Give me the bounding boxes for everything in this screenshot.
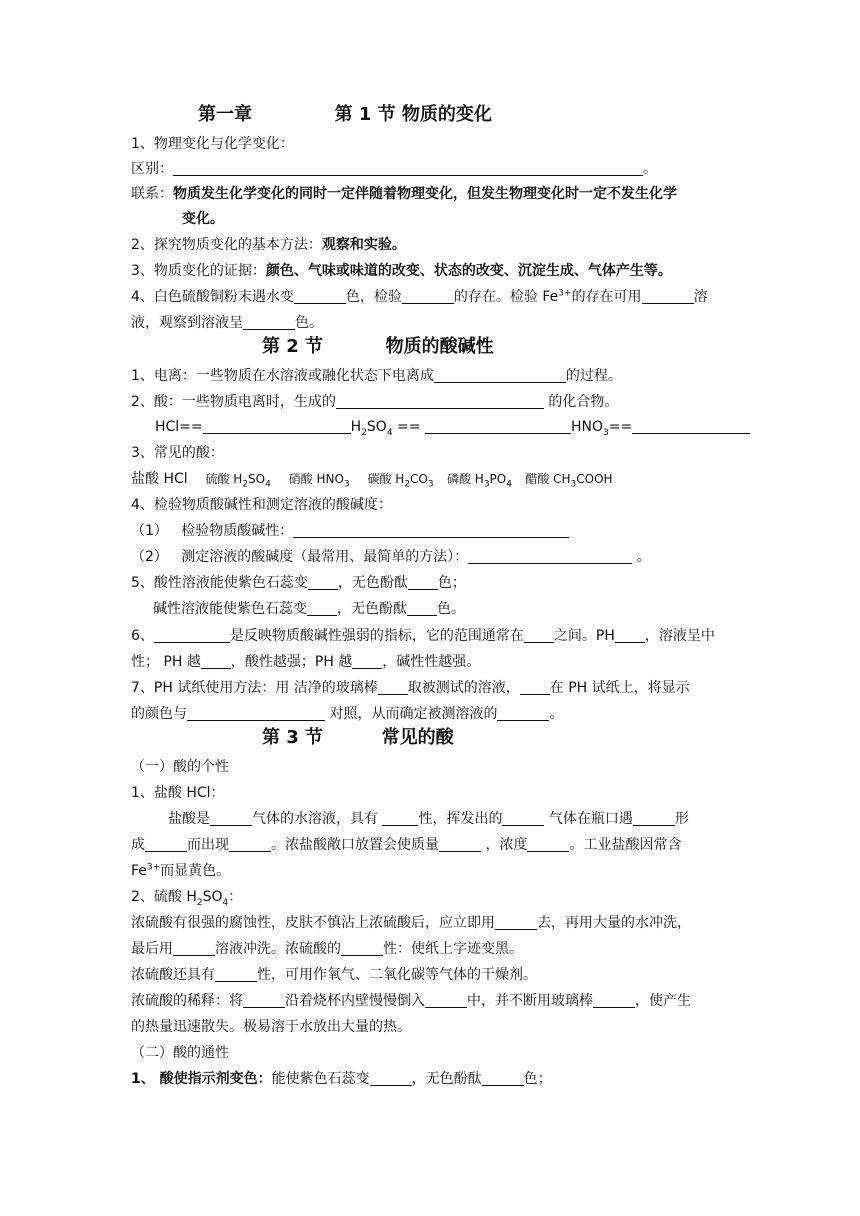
blank-line xyxy=(173,941,215,956)
blank-line xyxy=(593,993,635,1008)
text-line: 盐酸是 气体的水溶液，具有 性，挥发出的 气体在瓶口遇 形 xyxy=(168,811,689,827)
text-line: （一）酸的个性 xyxy=(131,759,229,775)
blank-line xyxy=(341,941,383,956)
text-line: 5、酸性溶液能使紫色石蕊变 ，无色酚酞 色； xyxy=(131,575,466,591)
equations-line: $HCl== H_2SO_4 == HNO_3==$ xyxy=(155,418,755,436)
blank-line xyxy=(229,837,271,852)
blank-line xyxy=(154,628,230,643)
blank-line xyxy=(642,289,694,304)
text-line: 的热量迅速散失。极易溶于水放出大量的热。 xyxy=(131,1019,411,1035)
blank-line xyxy=(307,601,337,616)
text-line: 1、电离：一些物质在水溶液或融化状态下电离成 的过程。 xyxy=(131,368,622,384)
blank-line xyxy=(524,628,554,643)
text-line: 4、检验物质酸碱性和测定溶液的酸碱度： xyxy=(131,497,392,513)
blank-line xyxy=(215,967,257,982)
text-line: 1、物理变化与化学变化： xyxy=(131,136,294,152)
blank-line xyxy=(434,368,566,383)
blank-line xyxy=(173,161,643,176)
text-line: （二）酸的通性 xyxy=(131,1045,229,1061)
text-line: 区别： 。 xyxy=(131,161,657,177)
section-1-title: 第 1 节 物质的变化 xyxy=(334,104,492,125)
blank-line xyxy=(145,837,187,852)
acid-list: 盐酸 HCl 硫酸 $H_2SO_4$ 硝酸 $HNO_3$ 碳酸 $H_2CO_3$ 磷酸 $H_3PO_4$ 醋酸 $CH_3COOH$ xyxy=(131,471,613,490)
text-line: 7、PH 试纸使用方法：用 洁净的玻璃棒 取被测试的溶液， 在 PH 试纸上，将显示 xyxy=(131,680,690,696)
blank-line xyxy=(201,654,231,669)
blank-line xyxy=(615,628,645,643)
blank-line xyxy=(293,523,569,538)
blank-line xyxy=(402,289,454,304)
text-line: 4、白色硫酸铜粉末遇水变 色，检验 的存在。检验 $Fe^{3+}$的存在可用 溶 xyxy=(131,288,708,305)
text-line: 浓硫酸还具有 性，可用作氧气、二氧化碳等气体的干燥剂。 xyxy=(131,967,537,983)
text-line: $Fe^{3+}$而显黄色。 xyxy=(131,862,231,879)
blank-line xyxy=(243,315,295,330)
chapter-1-heading xyxy=(198,104,492,126)
blank-line xyxy=(243,993,285,1008)
text-line: （1） 检验物质酸碱性： xyxy=(131,522,731,540)
text-line: 的颜色与 对照，从而确定被测溶液的 。 xyxy=(131,706,564,722)
blank-line xyxy=(468,549,632,564)
chapter-title: 第一章 xyxy=(198,104,252,125)
section-3-heading: 第 3 节 常见的酸 xyxy=(262,727,454,748)
text-line: 3、物质变化的证据：颜色、气味或味道的改变、状态的改变、沉淀生成、气体产生等。 xyxy=(131,263,672,279)
text-line: 液，观察到溶液呈 色。 xyxy=(131,315,323,331)
blank-line xyxy=(425,419,571,434)
text-line: 3、常见的酸： xyxy=(131,445,224,461)
blank-line xyxy=(520,680,550,695)
blank-line xyxy=(439,837,481,852)
blank-line xyxy=(352,654,382,669)
text-line: 6、 是反映物质酸碱性强弱的指标，它的范围通常在 之间。PH ，溶液呈中 xyxy=(131,628,715,644)
blank-line xyxy=(308,575,338,590)
blank-line xyxy=(527,837,569,852)
blank-line xyxy=(407,601,437,616)
text-line: 浓硫酸有很强的腐蚀性，皮肤不慎沾上浓硫酸后，应立即用 去，再用大量的水冲洗， xyxy=(131,915,691,931)
blank-line xyxy=(425,993,467,1008)
text-line: 浓硫酸的稀释：将 沿着烧杯内壁慢慢倒入 中，并不断用玻璃棒 ，使产生 xyxy=(131,993,691,1009)
text-line: 性； PH 越 ，酸性越强；PH 越 ，碱性性越强。 xyxy=(131,654,481,670)
text-line: 2、硫酸 $H_2SO_4$： xyxy=(131,889,243,908)
text-line: 变化。 xyxy=(182,211,224,227)
text-line: 最后用 溶液冲洗。浓硫酸的 性：使纸上字迹变黑。 xyxy=(131,941,523,957)
text-line: 1、 酸使指示剂变色：能使紫色石蕊变 ，无色酚酞 色； xyxy=(131,1071,552,1087)
blank-line xyxy=(336,394,544,409)
blank-line xyxy=(382,811,418,826)
blank-line xyxy=(187,706,325,721)
blank-line xyxy=(633,811,675,826)
blank-line xyxy=(482,1071,524,1086)
blank-line xyxy=(495,915,537,930)
blank-line xyxy=(370,1071,412,1086)
text-line: 2、酸：一些物质电离时，生成的 的化合物。 xyxy=(131,394,619,410)
blank-line xyxy=(502,811,544,826)
text-line: 联系：物质发生化学变化的同时一定伴随着物理变化，但发生物理变化时一定不发生化学 xyxy=(131,186,677,202)
text-line: 2、探究物质变化的基本方法：观察和实验。 xyxy=(131,237,406,253)
text-line: 1、盐酸 HCl： xyxy=(131,785,225,801)
blank-line xyxy=(210,811,252,826)
blank-line xyxy=(632,419,750,434)
section-2-heading: 第 2 节 物质的酸碱性 xyxy=(262,336,494,357)
text-line: 碱性溶液能使紫色石蕊变 ，无色酚酞 色。 xyxy=(153,601,465,617)
blank-line xyxy=(408,575,438,590)
blank-line xyxy=(497,706,549,721)
blank-line xyxy=(294,289,346,304)
blank-line xyxy=(203,419,351,434)
text-line: 成 而出现 。浓盐酸敞口放置会使质量 ，浓度 。工业盐酸因常含 xyxy=(131,837,682,853)
text-line: （2） 测定溶液的酸碱度（最常用、最简单的方法）： 。 xyxy=(131,549,651,565)
blank-line xyxy=(378,680,408,695)
